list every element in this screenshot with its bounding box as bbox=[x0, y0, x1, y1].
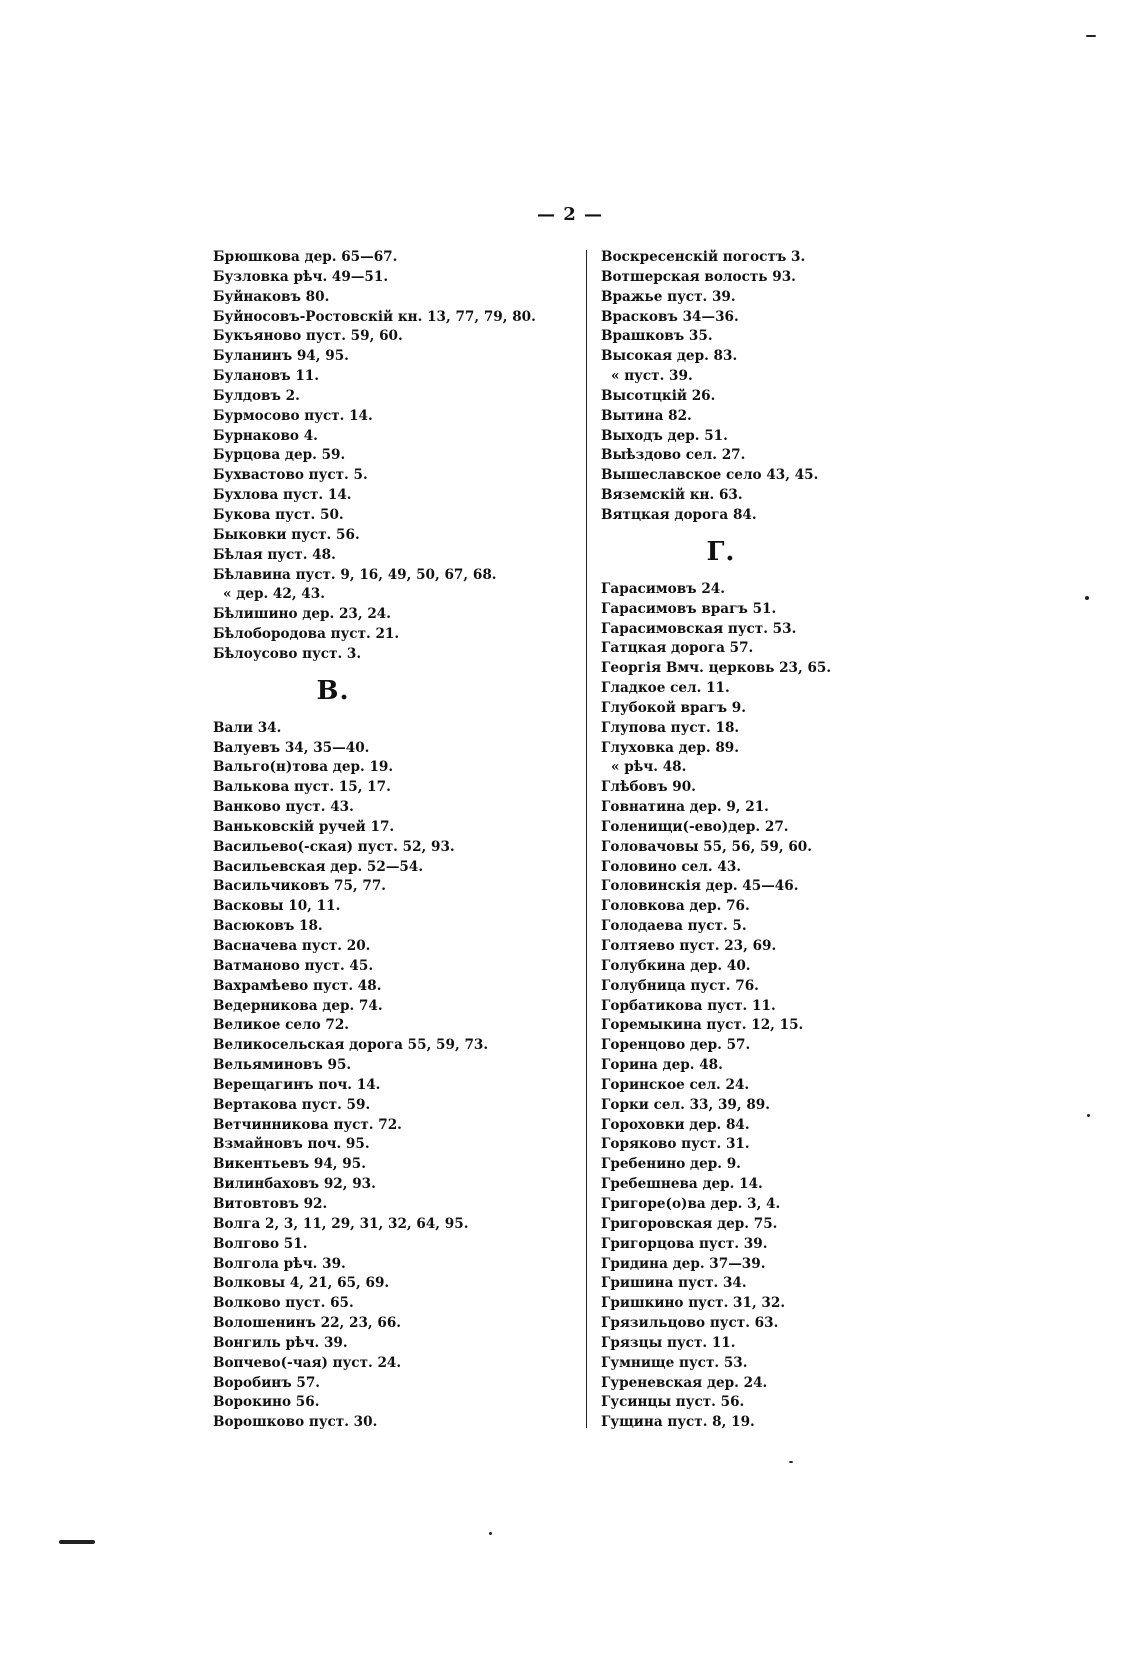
index-entry: Гришкино пуст. 31, 32. bbox=[601, 1295, 786, 1312]
index-entry: Великое село 72. bbox=[213, 1017, 350, 1034]
index-entry: Вышеславское село 43, 45. bbox=[601, 467, 819, 484]
index-entry: Горбатикова пуст. 11. bbox=[601, 997, 776, 1014]
index-entry: Вотшерская волость 93. bbox=[601, 268, 796, 285]
index-entry: Валуевъ 34, 35—40. bbox=[213, 739, 370, 756]
index-entry: Васильево(-ская) пуст. 52, 93. bbox=[213, 838, 455, 855]
index-entry: Ветчинникова пуст. 72. bbox=[213, 1116, 402, 1133]
index-entry: Головкова дер. 76. bbox=[601, 898, 750, 915]
index-entry: Гуреневская дер. 24. bbox=[601, 1374, 768, 1391]
index-entry: Бурмосово пуст. 14. bbox=[213, 407, 373, 424]
page-number: — 2 — bbox=[536, 204, 604, 225]
index-entry: Булдовъ 2. bbox=[213, 387, 300, 404]
index-entry: Гатцкая дорога 57. bbox=[601, 640, 754, 657]
index-entry: Валькова пуст. 15, 17. bbox=[213, 779, 391, 796]
scan-speck bbox=[1086, 35, 1096, 37]
index-entry: Витовтовъ 92. bbox=[213, 1195, 328, 1212]
index-entry: Ванково пуст. 43. bbox=[213, 799, 354, 816]
index-entry: Васюковъ 18. bbox=[213, 918, 323, 935]
index-entry: Васильевская дер. 52—54. bbox=[213, 858, 424, 875]
index-entry: Горемыкина пуст. 12, 15. bbox=[601, 1017, 804, 1034]
index-entry: Буйнаковъ 80. bbox=[213, 288, 330, 305]
scan-speck bbox=[1085, 596, 1089, 600]
column-divider bbox=[586, 250, 587, 1428]
index-entry: Гридина дер. 37—39. bbox=[601, 1255, 766, 1272]
entries-letter-b bbox=[213, 248, 543, 665]
index-entry: Васковы 10, 11. bbox=[213, 898, 341, 915]
entries-letter-v bbox=[213, 719, 543, 1433]
index-entry: Верещагинъ поч. 14. bbox=[213, 1076, 381, 1093]
index-entry: Григоровская дер. 75. bbox=[601, 1215, 778, 1232]
index-entry: Быковки пуст. 56. bbox=[213, 526, 360, 543]
scan-speck bbox=[1087, 1114, 1090, 1117]
index-entry: Гумнище пуст. 53. bbox=[601, 1354, 748, 1371]
index-entry: Голодаева пуст. 5. bbox=[601, 918, 747, 935]
index-entry: Бухвастово пуст. 5. bbox=[213, 467, 368, 484]
scan-speck bbox=[789, 1461, 793, 1463]
index-entry: Волга 2, 3, 11, 29, 31, 32, 64, 95. bbox=[213, 1215, 469, 1232]
entries-letter-g bbox=[601, 580, 931, 1433]
index-entry: Горинское сел. 24. bbox=[601, 1076, 750, 1093]
index-entry: Викентьевъ 94, 95. bbox=[213, 1156, 366, 1173]
index-entry: Глубокой врагъ 9. bbox=[601, 699, 746, 716]
index-entry: Вытина 82. bbox=[601, 407, 692, 424]
index-entry: Гребешнева дер. 14. bbox=[601, 1176, 763, 1193]
index-entry: Вертакова пуст. 59. bbox=[213, 1096, 371, 1113]
index-entry: Ведерникова дер. 74. bbox=[213, 997, 383, 1014]
index-entry: Гладкое сел. 11. bbox=[601, 680, 730, 697]
index-entry: Вальго(н)това дер. 19. bbox=[213, 759, 394, 776]
index-entry: Волково пуст. 65. bbox=[213, 1295, 354, 1312]
index-entry: Грязильцово пуст. 63. bbox=[601, 1315, 779, 1332]
index-entry: Булановъ 11. bbox=[213, 368, 319, 385]
index-entry: Гарасимовъ врагъ 51. bbox=[601, 600, 777, 617]
index-entry: Вопчево(-чая) пуст. 24. bbox=[213, 1354, 402, 1371]
index-entry: Ватманово пуст. 45. bbox=[213, 957, 374, 974]
index-entry: Гарасимовъ 24. bbox=[601, 580, 725, 597]
index-entry: Горки сел. 33, 39, 89. bbox=[601, 1096, 770, 1113]
letter-heading-v: В. bbox=[316, 675, 350, 706]
index-entry: Бѣлая пуст. 48. bbox=[213, 546, 336, 563]
index-entry: Букова пуст. 50. bbox=[213, 506, 344, 523]
index-entry: Ваньковскій ручей 17. bbox=[213, 818, 395, 835]
index-entry: Выѣздово сел. 27. bbox=[601, 447, 746, 464]
index-entry: Вяземскій кн. 63. bbox=[601, 487, 743, 504]
index-entry: Бурцова дер. 59. bbox=[213, 447, 346, 464]
index-entry: Бурнаково 4. bbox=[213, 427, 318, 444]
index-entry: Глѣбовъ 90. bbox=[601, 779, 696, 796]
index-entry: Взмайновъ поч. 95. bbox=[213, 1136, 370, 1153]
index-entry: Головачовы 55, 56, 59, 60. bbox=[601, 838, 812, 855]
index-entry: Гороховки дер. 84. bbox=[601, 1116, 750, 1133]
index-entry: Ворокино 56. bbox=[213, 1394, 320, 1411]
index-entry: Вражье пуст. 39. bbox=[601, 288, 736, 305]
index-column-left bbox=[213, 248, 543, 1433]
entries-letter-v-continued bbox=[601, 248, 931, 526]
index-entry: Горяково пуст. 31. bbox=[601, 1136, 750, 1153]
index-entry: Гришина пуст. 34. bbox=[601, 1275, 747, 1292]
index-entry: Голтяево пуст. 23, 69. bbox=[601, 938, 777, 954]
index-entry: Головинскія дер. 45—46. bbox=[601, 878, 799, 895]
index-entry: Бѣлоусово пуст. 3. bbox=[213, 645, 362, 662]
index-entry: Бухлова пуст. 14. bbox=[213, 487, 352, 504]
index-entry: Голубница пуст. 76. bbox=[601, 977, 759, 994]
index-entry: Воробинъ 57. bbox=[213, 1374, 321, 1391]
index-entry: « пуст. 39. bbox=[611, 368, 693, 385]
index-entry: Врашковъ 35. bbox=[601, 328, 713, 345]
index-column-right bbox=[601, 248, 931, 1433]
index-entry: Григоре(о)ва дер. 3, 4. bbox=[601, 1195, 781, 1212]
index-entry: Волгово 51. bbox=[213, 1235, 308, 1252]
index-entry: Букъяново пуст. 59, 60. bbox=[213, 328, 403, 345]
index-entry: Васначева пуст. 20. bbox=[213, 938, 371, 954]
index-entry: Васильчиковъ 75, 77. bbox=[213, 878, 387, 895]
letter-heading-g: Г. bbox=[706, 536, 736, 567]
scan-speck bbox=[489, 1532, 492, 1535]
index-entry: Врасковъ 34—36. bbox=[601, 308, 739, 325]
index-entry: Глуховка дер. 89. bbox=[601, 739, 739, 756]
index-entry: Великосельская дорога 55, 59, 73. bbox=[213, 1037, 489, 1054]
index-entry: Горина дер. 48. bbox=[601, 1057, 723, 1074]
index-entry: Высотцкій 26. bbox=[601, 387, 716, 404]
index-entry: Волковы 4, 21, 65, 69. bbox=[213, 1275, 390, 1292]
index-entry: Вельяминовъ 95. bbox=[213, 1057, 352, 1074]
index-entry: Высокая дер. 83. bbox=[601, 348, 738, 365]
index-entry: Волгола рѣч. 39. bbox=[213, 1255, 346, 1272]
index-entry: « рѣч. 48. bbox=[611, 759, 687, 776]
index-entry: Грязцы пуст. 11. bbox=[601, 1334, 736, 1351]
index-entry: Григорцова пуст. 39. bbox=[601, 1235, 768, 1252]
index-entry: Вонгиль рѣч. 39. bbox=[213, 1334, 348, 1351]
index-entry: Ворошково пуст. 30. bbox=[213, 1414, 378, 1431]
index-entry: Гущина пуст. 8, 19. bbox=[601, 1414, 755, 1431]
index-entry: Бѣлишино дер. 23, 24. bbox=[213, 606, 391, 623]
index-entry: Головино сел. 43. bbox=[601, 858, 742, 875]
index-entry: Воскресенскій погостъ 3. bbox=[601, 249, 806, 265]
index-entry: Голенищи(-ево)дер. 27. bbox=[601, 818, 789, 835]
index-entry: Гарасимовская пуст. 53. bbox=[601, 620, 797, 637]
index-entry: Брюшкова дер. 65—67. bbox=[213, 249, 398, 265]
index-entry: Бѣлобородова пуст. 21. bbox=[213, 626, 400, 643]
index-entry: Говнатина дер. 9, 21. bbox=[601, 799, 769, 816]
index-entry: Горенцово дер. 57. bbox=[601, 1037, 751, 1054]
index-entry: Голубкина дер. 40. bbox=[601, 957, 751, 974]
index-entry: Бѣлавина пуст. 9, 16, 49, 50, 67, 68. bbox=[213, 566, 497, 583]
index-entry: Буйносовъ-Ростовскій кн. 13, 77, 79, 80. bbox=[213, 308, 536, 325]
index-entry: Бузловка рѣч. 49—51. bbox=[213, 268, 389, 285]
index-entry: « дер. 42, 43. bbox=[223, 586, 325, 603]
index-entry: Гусинцы пуст. 56. bbox=[601, 1394, 745, 1411]
index-entry: Гребенино дер. 9. bbox=[601, 1156, 741, 1173]
index-entry: Буланинъ 94, 95. bbox=[213, 348, 349, 365]
index-entry: Выходъ дер. 51. bbox=[601, 427, 728, 444]
index-entry: Вахрамѣево пуст. 48. bbox=[213, 977, 382, 994]
scan-speck bbox=[59, 1540, 95, 1544]
index-entry: Вали 34. bbox=[213, 719, 282, 736]
index-entry: Вилинбаховъ 92, 93. bbox=[213, 1176, 376, 1193]
index-entry: Волошенинъ 22, 23, 66. bbox=[213, 1315, 402, 1332]
index-entry: Вятцкая дорога 84. bbox=[601, 506, 757, 523]
index-entry: Георгія Вмч. церковь 23, 65. bbox=[601, 660, 832, 677]
index-entry: Глупова пуст. 18. bbox=[601, 719, 740, 736]
